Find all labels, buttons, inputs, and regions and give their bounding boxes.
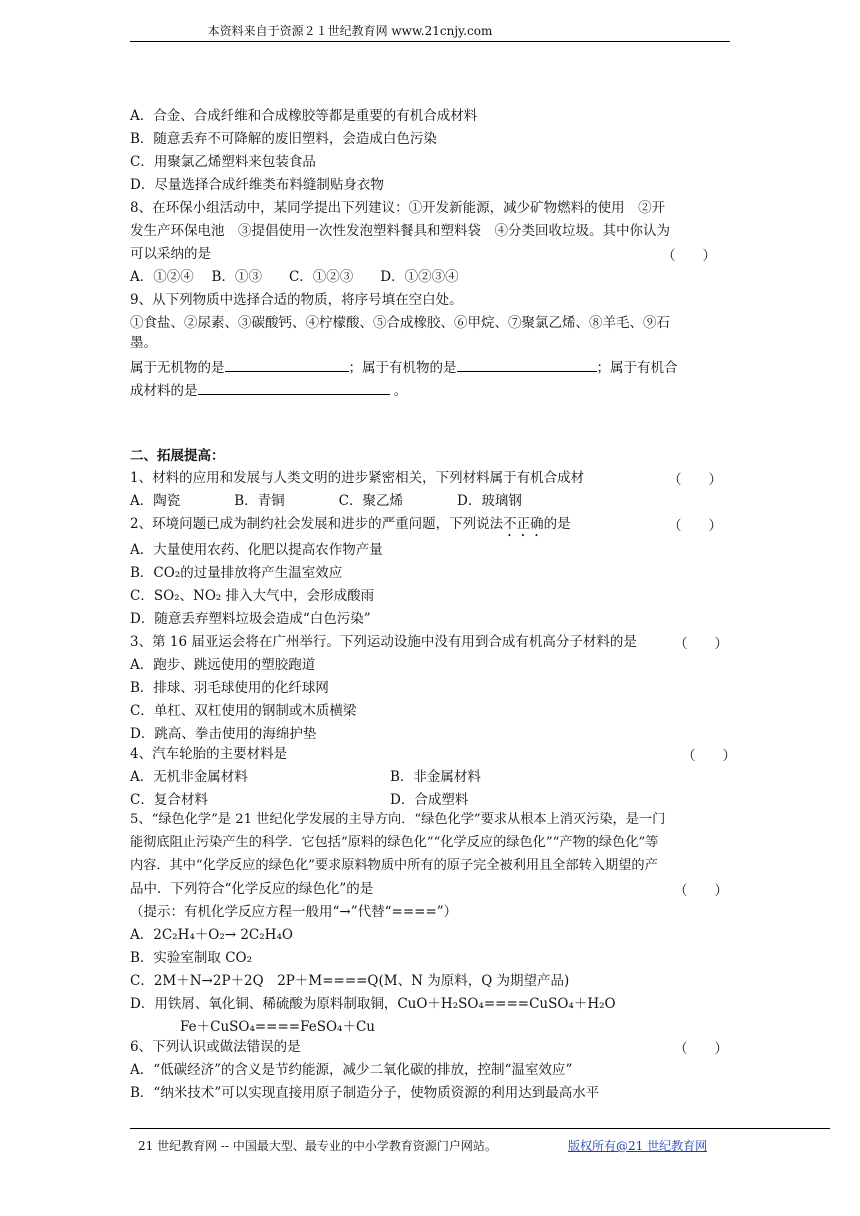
page-footer [130, 1128, 830, 1153]
p5-line-3: 内容．其中“化学反应的绿色化”要求原料物质中所有的原子完全被利用且全部转入期望的产 [130, 858, 658, 873]
p5-line-4: 品中．下列符合“化学反应的绿色化”的是 [130, 881, 374, 897]
p6-option-b: B．“纳米技术”可以实现直接用原子制造分子，使物质资源的利用达到最高水平 [130, 1085, 600, 1101]
header-text: 本资料来自于资源２１世纪教育网 www.21cnjy.com [207, 24, 493, 38]
q9-text-5: 。 [389, 383, 408, 399]
p4-option-b: B．非金属材料 [390, 769, 481, 785]
p5-option-d: D．用铁屑、氧化铜、稀硫酸为原料制取铜，CuO＋H₂SO₄====CuSO₄＋H₂O [130, 996, 616, 1012]
p5-option-b: B．实验室制取 CO₂ [130, 950, 253, 966]
p3-option-b: B．排球、羽毛球使用的化纤球网 [130, 680, 329, 696]
q9-text-2: ；属于有机物的是 [348, 360, 457, 376]
p2-text-b: 的是 [543, 516, 571, 532]
option-a: A．合金、合成纤维和合成橡胶等都是重要的有机合成材料 [130, 108, 478, 124]
p2-text-a: 2、环境问题已成为制约社会发展和进步的严重问题，下列说法 [130, 516, 504, 532]
p2-question [130, 514, 571, 540]
p5-line-2: 能彻底阻止污染产生的科学．它包括“原料的绿色化”“化学反应的绿色化”“产物的绿色化”等 [130, 835, 659, 850]
p3-option-d: D．跳高、拳击使用的海绵护垫 [130, 726, 317, 742]
option-b: B．随意丢弃不可降解的废旧塑料，会造成白色污染 [130, 131, 437, 147]
question-8-line-1: 8、在环保小组活动中，某同学提出下列建议：①开发新能源，减少矿物燃料的使用 ②开 [130, 200, 666, 216]
option-d: D．尽量选择合成纤维类布料缝制贴身衣物 [130, 177, 384, 193]
p5-option-c: C．2M＋N→2P＋2Q 2P＋M====Q(M、N 为原料，Q 为期望产品) [130, 973, 570, 989]
p1-options: A．陶瓷 B．青铜 C．聚乙烯 D．玻璃钢 [130, 493, 522, 509]
q9-text-4: 成材料的是 [130, 383, 198, 399]
answer-paren: （ ） [668, 518, 722, 534]
p1-question: 1、材料的应用和发展与人类文明的进步紧密相关，下列材料属于有机合成材 [130, 470, 585, 486]
q9-text-1: 属于无机物的是 [130, 360, 225, 376]
p2-option-c: C．SO₂、NO₂ 排入大气中，会形成酸雨 [130, 588, 375, 604]
p2-emphasis: 不正确 [503, 516, 544, 532]
p3-question: 3、第 16 届亚运会将在广州举行。下列运动设施中没有用到合成有机高分子材料的是 [130, 634, 637, 650]
p5-hint: （提示：有机化学反应方程一般用“→”代替“====”） [130, 904, 458, 920]
question-9-line-2: ①食盐、②尿素、③碳酸钙、④柠檬酸、⑤合成橡胶、⑥甲烷、⑦聚氯乙烯、⑧羊毛、⑨石 [130, 315, 670, 331]
question-9-line-1: 9、从下列物质中选择合适的物质，将序号填在空白处。 [130, 292, 463, 308]
p4-option-a: A．无机非金属材料 [130, 769, 248, 785]
answer-paren: （ ） [682, 748, 736, 764]
question-8-options: A．①②④ B．①③ C．①②③ D．①②③④ [130, 269, 459, 285]
p2-option-a: A．大量使用农药、化肥以提高农作物产量 [130, 542, 383, 558]
answer-paren: （ ） [674, 636, 728, 652]
page-header [130, 22, 730, 42]
section-heading: 二、拓展提高： [130, 448, 225, 464]
question-9-blanks-line-1 [130, 357, 678, 378]
q9-text-3: ；属于有机合 [596, 360, 678, 376]
question-8-line-3: 可以采纳的是 [130, 246, 211, 262]
question-9-line-3: 墨。 [130, 335, 157, 351]
blank-organic[interactable] [457, 357, 597, 372]
p2-option-d: D．随意丢弃塑料垃圾会造成“白色污染” [130, 611, 371, 627]
blank-synthetic[interactable] [198, 380, 390, 395]
answer-paren: （ ） [674, 883, 728, 899]
answer-paren: （ ） [674, 1041, 728, 1057]
p5-option-a: A．2C₂H₄＋O₂→ 2C₂H₄O [130, 927, 293, 943]
copyright-link[interactable]: 版权所有@21 世纪教育网 [568, 1139, 708, 1153]
question-9-blanks-line-2 [130, 380, 407, 401]
p6-question: 6、下列认识或做法错误的是 [130, 1039, 301, 1055]
p3-option-c: C．单杠、双杠使用的钢制或木质横梁 [130, 703, 357, 719]
p4-option-d: D．合成塑料 [390, 792, 469, 808]
blank-inorganic[interactable] [225, 357, 349, 372]
answer-paren: （ ） [662, 248, 716, 264]
question-8-line-2: 发生产环保电池 ③提倡使用一次性发泡塑料餐具和塑料袋 ④分类回收垃圾。其中你认为 [130, 223, 670, 239]
option-c: C．用聚氯乙烯塑料来包装食品 [130, 154, 316, 170]
footer-text: 21 世纪教育网 -- 中国最大型、最专业的中小学教育资源门户网站。 [138, 1139, 497, 1153]
answer-paren: （ ） [668, 472, 722, 488]
p3-option-a: A．跑步、跳远使用的塑胶跑道 [130, 657, 316, 673]
p5-option-d-equation: Fe＋CuSO₄====FeSO₄＋Cu [180, 1019, 375, 1035]
p5-line-1: 5、“绿色化学”是 21 世纪化学发展的主导方向．“绿色化学”要求从根本上消灭污染，是一门 [130, 812, 666, 827]
p2-option-b: B．CO₂的过量排放将产生温室效应 [130, 565, 343, 581]
p6-option-a: A．“低碳经济”的含义是节约能源，减少二氧化碳的排放，控制“温室效应” [130, 1062, 573, 1078]
p4-option-c: C．复合材料 [130, 792, 208, 808]
p4-question: 4、汽车轮胎的主要材料是 [130, 746, 288, 762]
